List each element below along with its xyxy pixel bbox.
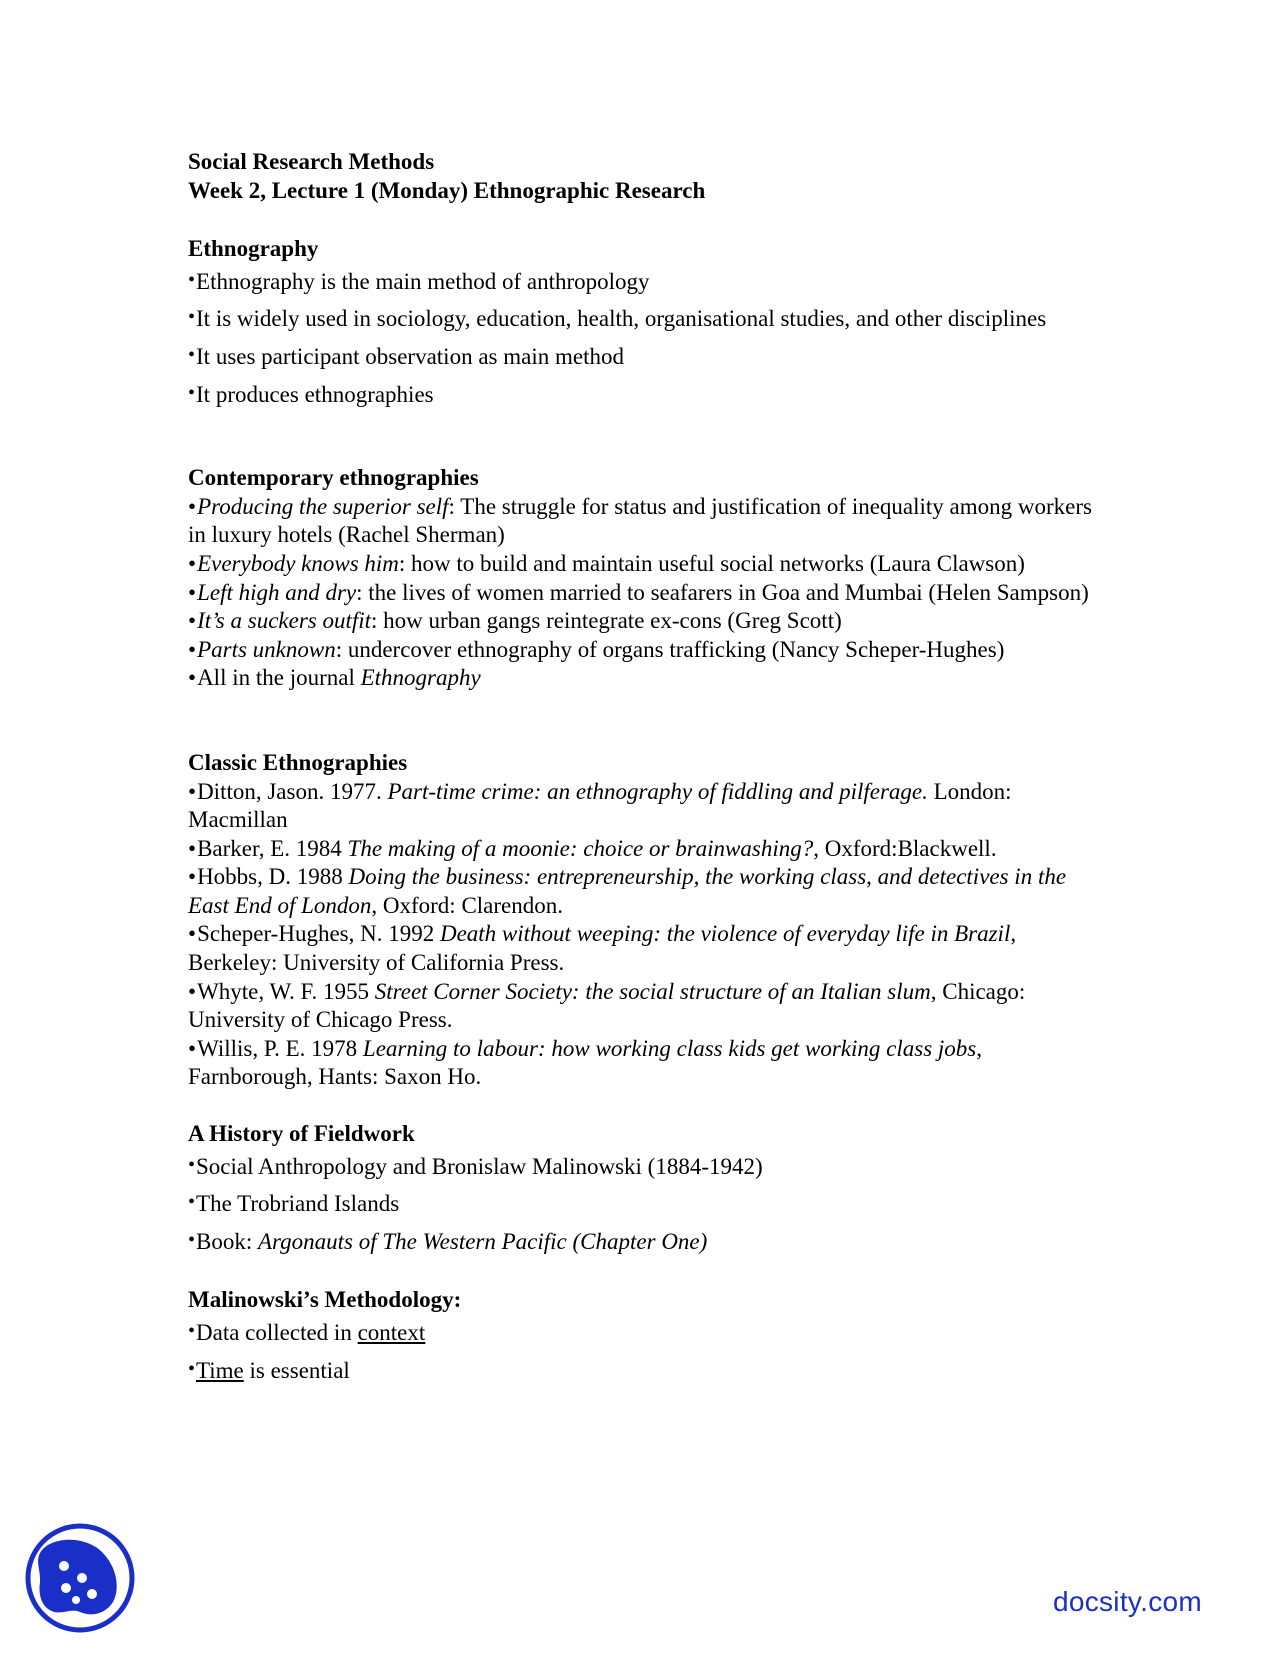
book-prefix: Book: xyxy=(196,1228,258,1254)
bullet-icon: • xyxy=(188,608,197,634)
bullet-icon: • xyxy=(188,493,197,519)
section-ethnography xyxy=(188,235,1108,410)
bullet-icon: • xyxy=(188,1035,197,1061)
bullet-list xyxy=(188,493,1108,693)
work-title: Everybody knows him xyxy=(197,550,399,576)
bullet-list xyxy=(188,1319,1108,1386)
section-heading: Classic Ethnographies xyxy=(188,749,408,775)
lecture-title: Week 2, Lecture 1 (Monday) Ethnographic Research xyxy=(188,177,706,203)
reference-item xyxy=(188,920,1108,977)
reference-list xyxy=(188,778,1108,1093)
list-item-text: It is widely used in sociology, education, health, organisational studies, and other disciplines xyxy=(196,306,1047,332)
bullet-icon: • xyxy=(188,864,197,890)
underlined-term: Time xyxy=(196,1357,244,1383)
document-title xyxy=(188,148,1108,205)
reference-title: The making of a moonie: choice or brainwashing? xyxy=(347,835,814,861)
list-item xyxy=(188,664,1108,693)
reference-item xyxy=(188,835,1108,864)
section-heading: Malinowski’s Methodology: xyxy=(188,1287,462,1313)
reference-publisher: , Berkeley: University of California Press. xyxy=(188,921,1017,976)
work-title: Left high and dry xyxy=(197,579,357,605)
list-item xyxy=(188,1357,1108,1387)
reference-author: Barker, E. 1984 xyxy=(197,835,348,861)
reference-author: Hobbs, D. 1988 xyxy=(197,864,349,890)
bullet-icon: • xyxy=(188,1191,196,1214)
bullet-icon: • xyxy=(188,550,197,576)
bullet-list xyxy=(188,1153,1108,1258)
list-item-text: Social Anthropology and Bronislaw Malinowski (1884-1942) xyxy=(196,1153,763,1179)
reference-publisher: , Oxford:Blackwell. xyxy=(813,835,997,861)
bullet-icon: • xyxy=(188,978,197,1004)
document-page xyxy=(188,148,1108,1386)
bullet-icon: • xyxy=(188,306,196,329)
journal-name: Ethnography xyxy=(360,665,481,691)
reference-publisher: , Oxford: Clarendon. xyxy=(371,892,564,918)
reference-author: Scheper-Hughes, N. 1992 xyxy=(197,921,440,947)
bullet-icon: • xyxy=(188,268,196,291)
docsity-logo-icon[interactable] xyxy=(24,1522,136,1634)
work-title: Parts unknown xyxy=(197,636,336,662)
reference-author: Willis, P. E. 1978 xyxy=(197,1035,363,1061)
list-item-text: is essential xyxy=(243,1357,350,1383)
reference-item xyxy=(188,778,1108,835)
list-item-text: The Trobriand Islands xyxy=(196,1191,400,1217)
reference-item xyxy=(188,978,1108,1035)
list-item xyxy=(188,636,1108,665)
work-title: Producing the superior self xyxy=(197,493,449,519)
work-title: It’s a suckers outfit xyxy=(197,608,372,634)
list-item xyxy=(188,1190,1108,1220)
bullet-icon: • xyxy=(188,835,197,861)
section-history-of-fieldwork xyxy=(188,1120,1108,1257)
list-item xyxy=(188,268,1108,298)
course-title: Social Research Methods xyxy=(188,149,435,174)
list-item xyxy=(188,343,1108,373)
underlined-term: context xyxy=(357,1320,426,1345)
list-item-text: Ethnography is the main method of anthropology xyxy=(196,268,650,294)
bullet-icon: • xyxy=(188,636,197,662)
reference-title: Part-time crime: an ethnography of fiddling and pilferage. xyxy=(387,778,928,804)
reference-title: Street Corner Society: the social structure of an Italian slum xyxy=(374,978,931,1004)
bullet-icon: • xyxy=(188,778,197,804)
reference-author: Whyte, W. F. 1955 xyxy=(197,978,375,1004)
list-item xyxy=(188,1228,1108,1258)
section-malinowski-methodology xyxy=(188,1286,1108,1386)
list-item xyxy=(188,1319,1108,1349)
reference-item xyxy=(188,1035,1108,1092)
list-item xyxy=(188,550,1108,579)
bullet-icon: • xyxy=(188,1228,196,1251)
list-item xyxy=(188,381,1108,411)
reference-title: Doing the business: entrepreneurship, the working class, and detectives in the East End of London xyxy=(188,864,1067,918)
bullet-icon: • xyxy=(188,381,196,404)
book-title: Argonauts of The Western Pacific (Chapter One) xyxy=(258,1228,708,1254)
bullet-icon: • xyxy=(188,665,197,691)
list-item xyxy=(188,579,1108,608)
work-description: : how urban gangs reintegrate ex-cons (Greg Scott) xyxy=(371,608,842,634)
section-heading: Ethnography xyxy=(188,236,319,262)
reference-publisher: , Farnborough, Hants: Saxon Ho. xyxy=(188,1035,982,1090)
list-item-text: It uses participant observation as main method xyxy=(196,343,624,369)
bullet-icon: • xyxy=(188,1320,196,1342)
reference-author: Ditton, Jason. 1977. xyxy=(197,778,388,804)
bullet-list xyxy=(188,268,1108,410)
section-classic-ethnographies xyxy=(188,749,1108,1092)
bullet-icon: • xyxy=(188,921,197,947)
bullet-icon: • xyxy=(188,1357,196,1380)
list-item-text: It produces ethnographies xyxy=(196,381,434,407)
section-contemporary-ethnographies xyxy=(188,464,1108,693)
reference-publisher: London: Macmillan xyxy=(188,778,1012,833)
journal-prefix: All in the journal xyxy=(197,665,361,691)
reference-title: Learning to labour: how working class kids get working class jobs xyxy=(362,1035,977,1061)
reference-item xyxy=(188,863,1108,920)
list-item xyxy=(188,493,1108,550)
list-item xyxy=(188,607,1108,636)
reference-publisher: , Chicago: University of Chicago Press. xyxy=(188,978,1026,1033)
section-heading: Contemporary ethnographies xyxy=(188,465,479,491)
list-item-text: Data collected in xyxy=(196,1320,358,1345)
work-description: : how to build and maintain useful social networks (Laura Clawson) xyxy=(398,550,1025,576)
bullet-icon: • xyxy=(188,579,197,605)
work-description: : undercover ethnography of organs trafficking (Nancy Scheper-Hughes) xyxy=(335,636,1005,662)
bullet-icon: • xyxy=(188,1153,196,1176)
work-description: : The struggle for status and justification of inequality among workers in luxury hotels (Rachel Sherman) xyxy=(188,493,1092,548)
list-item xyxy=(188,305,1108,335)
reference-title: Death without weeping: the violence of everyday life in Brazil xyxy=(439,921,1011,947)
list-item xyxy=(188,1153,1108,1183)
work-description: : the lives of women married to seafarers in Goa and Mumbai (Helen Sampson) xyxy=(356,579,1089,605)
section-heading: A History of Fieldwork xyxy=(188,1121,415,1147)
bullet-icon: • xyxy=(188,343,196,366)
docsity-link[interactable]: docsity.com xyxy=(1052,1586,1202,1617)
